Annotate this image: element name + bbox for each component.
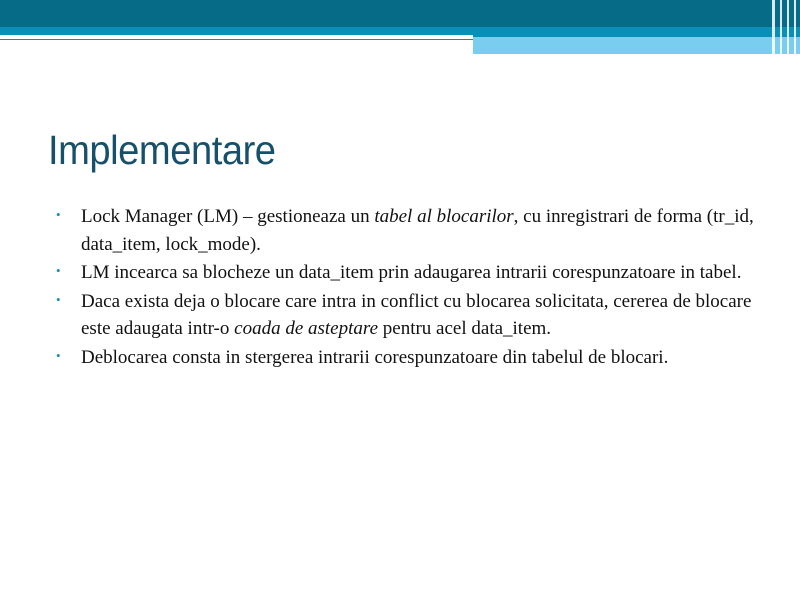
header-band-light	[473, 37, 800, 54]
bullet-dot-icon: •	[56, 291, 61, 307]
header-divider-line	[0, 35, 473, 39]
bullet-text	[81, 291, 751, 340]
bullet-text-segment: pentru acel data_item.	[378, 318, 552, 339]
bullet-text	[81, 347, 668, 368]
header-accent-line	[780, 0, 782, 54]
bullet-text-italic: tabel al blocarilor	[374, 206, 514, 227]
bullet-text-segment: Deblocarea consta in stergerea intrarii corespunzatoare din tabelul de blocari.	[81, 346, 669, 368]
slide-title: Implementare	[48, 127, 276, 173]
bullet-list	[56, 203, 756, 372]
bullet-text-segment: , cu inregistrari de forma (tr_id, data_item, lock_mode).	[81, 206, 754, 255]
bullet-text-segment: LM incearca sa blocheze un data_item prin adaugarea intrarii corespunzatoare in tabel.	[81, 262, 742, 283]
header-accent-line	[794, 0, 796, 54]
header-band-dark	[0, 0, 800, 27]
bullet-item	[56, 344, 756, 372]
header-accent-line	[787, 0, 789, 54]
bullet-text-italic: coada de asteptare	[234, 318, 379, 339]
bullet-text-segment: Lock Manager (LM) – gestioneaza un	[81, 206, 375, 227]
bullet-text-segment: Daca exista deja o blocare care intra in conflict cu blocarea solicitata, cererea de blocare este adaugata intr-o	[81, 290, 752, 339]
bullet-item	[56, 203, 756, 258]
bullet-item	[56, 288, 756, 343]
bullet-dot-icon: •	[56, 263, 61, 278]
header-accent-line	[772, 0, 775, 54]
bullet-text	[81, 206, 754, 255]
bullet-dot-icon: •	[56, 347, 61, 363]
bullet-dot-icon: •	[56, 207, 61, 222]
bullet-text	[81, 262, 741, 283]
bullet-item	[56, 259, 756, 287]
